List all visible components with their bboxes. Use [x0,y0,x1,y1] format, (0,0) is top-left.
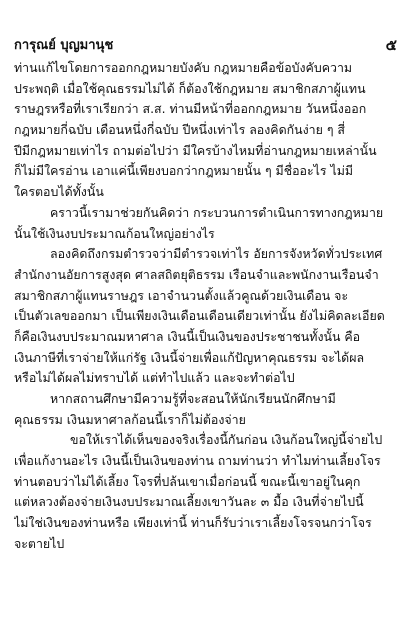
paragraph [14,244,399,389]
page-header [14,34,399,54]
text-line: หรือไม่ได้ผลไม่ทราบได้ แต่ทำไปแล้ว และจะทำต่อไป [14,370,295,386]
text-line: แต่หลวงต้องจ่ายเงินงบประมาณเลี้ยงเขาวันละ ๓ มื้อ เงินที่จ่ายไปนี้ [14,494,364,510]
text-line: ก็ไม่มีใครอ่าน เอาแค่นี้เพียงบอกว่ากฎหมายนั้น ๆ มีชื่ออะไร ไม่มี [14,163,354,179]
paragraph [14,430,399,554]
text-line: คุณธรรม เงินมหาศาลก้อนนี้เราก็ไม่ต้องจ่าย [14,411,246,427]
text-line: ขอให้เราได้เห็นของจริงเรื่องนี้กันก่อน เงินก้อนใหญ่นี้จ่ายไป [70,432,383,448]
paragraph [14,203,399,244]
text-line: ท่านตอบว่าไม่ได้เลี้ยง โจรที่ปล้นเขาเมื่อก่อนนี้ ขณะนี้เขาอยู่ในคุก [14,473,361,489]
text-line: ราษฎรหรือที่เราเรียกว่า ส.ส. ท่านมีหน้าที่ออกกฎหมาย วันหนึ่งออก [14,101,367,117]
text-line: ปีมีกฎหมายเท่าไร ถามต่อไปว่า มีใครบ้างไหมที่อ่านกฎหมายเหล่านั้น [14,142,377,158]
text-line: ประพฤติ เมื่อใช้คุณธรรมไม่ได้ ก็ต้องใช้กฎหมาย สมาชิกสภาผู้แทน [14,80,366,96]
text-line: สำนักงานอัยการสูงสุด ศาลสถิตยุติธรรม เรือนจำและพนักงานเรือนจำ [14,266,379,282]
body-text [14,58,399,555]
text-line: คราวนี้เรามาช่วยกันคิดว่า กระบวนการดำเนินการทางกฎหมาย [50,204,384,220]
text-line: ก็คือเงินงบประมาณมหาศาล เงินนี้เป็นเงินของประชาชนทั้งนั้น คือ [14,328,361,344]
text-line: เป็นตัวเลขออกมา เป็นเพียงเงินเดือนเดือนเดียวเท่านั้น ยังไม่คิดละเอียด [14,308,385,324]
text-line: เพื่อแก้งานอะไร เงินนี้เป็นเงินของท่าน ถามท่านว่า ทำไมท่านเลี้ยงโจร [14,453,381,469]
text-line: นั้นใช้เงินงบประมาณก้อนใหญ่อย่างไร [14,225,215,241]
text-line: ไม่ใช่เงินของท่านหรือ เพียงเท่านี้ ท่านก็รับว่าเราเลี้ยงโจรจนกว่าโจร [14,515,372,531]
text-line: หากสถานศึกษามีความรู้ที่จะสอนให้นักเรียนนักศึกษามี [50,391,336,406]
text-line: ท่านแก้ไขโดยการออกกฎหมายบังคับ กฎหมายคือข้อบังคับความ [14,60,353,75]
text-line: จะตายไป [14,535,65,551]
paragraph [14,389,399,430]
text-line: สมาชิกสภาผู้แทนราษฎร เอาจำนวนตั้งแล้วคูณด้วยเงินเดือน จะ [14,287,349,303]
text-line: กฎหมายกี่ฉบับ เดือนหนึ่งกี่ฉบับ ปีหนึ่งเท่าไร ลองคิดกันง่าย ๆ สี่ [14,122,345,138]
page-number: ๕ [385,36,397,54]
text-line: ลองคิดถึงกรมตำรวจว่ามีตำรวจเท่าไร อัยการจังหวัดทั่วประเทศ [50,246,383,262]
running-head: การุณย์ บุญมานุช [14,38,114,53]
text-line: ใครตอบได้ทั้งนั้น [14,184,104,200]
text-line: เงินภาษีที่เราจ่ายให้แก่รัฐ เงินนี้จ่ายเพื่อแก้ปัญหาคุณธรรม จะได้ผล [14,349,365,365]
paragraph [14,58,399,203]
